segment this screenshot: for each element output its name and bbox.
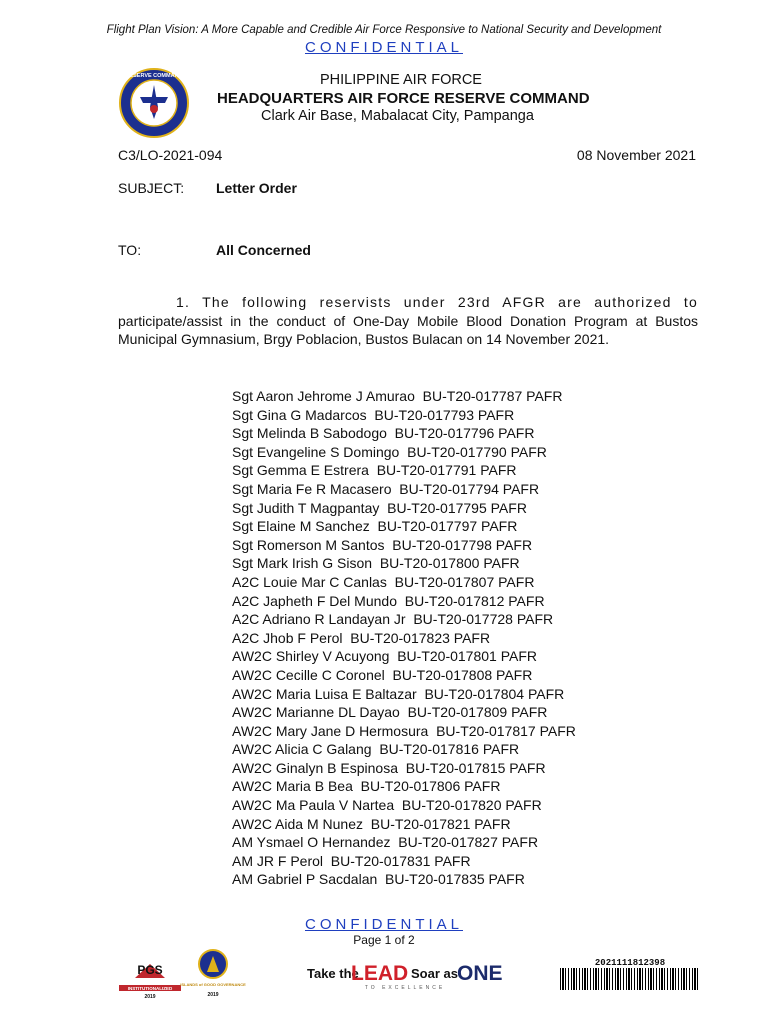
roster-entry: A2C Jhob F Perol BU-T20-017823 PAFR	[232, 629, 491, 646]
paragraph-1-rest: participate/assist in the conduct of One-Day Mobile Blood Donation Program at Bustos Municipal Gymnasium, Brgy Poblacion, Bustos Bulacan on 14 November 2021.	[118, 312, 698, 347]
roster-entry: Sgt Judith T Magpantay BU-T20-017795 PAFR	[232, 499, 527, 516]
slogan-one: ONE	[457, 962, 503, 985]
roster-entry: A2C Japheth F Del Mundo BU-T20-017812 PAFR	[232, 592, 545, 609]
seal-lettering: RESERVE COMMAND	[125, 73, 183, 79]
to-value: All Concerned	[216, 242, 311, 258]
slogan-lead: LEAD	[351, 962, 409, 985]
roster-entry: AW2C Maria B Bea BU-T20-017806 PAFR	[232, 778, 501, 795]
roster-entry: AM Gabriel P Sacdalan BU-T20-017835 PAFR	[232, 871, 525, 888]
command-name: HEADQUARTERS AIR FORCE RESERVE COMMAND	[217, 90, 590, 107]
roster-entry: Sgt Maria Fe R Macasero BU-T20-017794 PAFR	[232, 480, 540, 497]
roster-entry: Sgt Evangeline S Domingo BU-T20-017790 PAFR	[232, 443, 547, 460]
take-the-lead-slogan-icon	[305, 958, 505, 992]
roster-entry: AW2C Ginalyn B Espinosa BU-T20-017815 PAFR	[232, 759, 546, 776]
slogan-soar: Soar as	[411, 966, 458, 981]
roster-entry: AW2C Cecille C Coronel BU-T20-017808 PAFR	[232, 666, 533, 683]
roster-entry: AW2C Alicia C Galang BU-T20-017816 PAFR	[232, 741, 520, 758]
reserve-command-seal-icon	[118, 67, 190, 139]
confidential-marking-bottom: CONFIDENTIAL	[304, 916, 463, 933]
confidential-marking-top: CONFIDENTIAL	[304, 39, 463, 56]
pgs-logo-year: 2019	[144, 994, 156, 1000]
roster-entry: Sgt Elaine M Sanchez BU-T20-017797 PAFR	[232, 518, 518, 535]
letter-date: 08 November 2021	[576, 147, 696, 163]
vision-statement: Flight Plan Vision: A More Capable and Credible Air Force Responsive to National Security and Development	[106, 24, 662, 36]
roster-entry: Sgt Aaron Jehrome J Amurao BU-T20-017787 PAFR	[232, 388, 563, 404]
pgs-logo-subtext: INSTITUTIONALIZED	[127, 986, 173, 991]
roster-entry: AW2C Shirley V Acuyong BU-T20-017801 PAFR	[232, 648, 538, 665]
roster-entry: A2C Adriano R Landayan Jr BU-T20-017728 PAFR	[232, 611, 554, 628]
reservist-roster	[232, 387, 576, 889]
good-governance-year: 2019	[207, 992, 219, 998]
slogan-take: Take the	[307, 966, 359, 981]
slogan-sub: TO EXCELLENCE	[364, 985, 446, 991]
good-governance-logo-icon	[180, 948, 246, 1000]
roster-entry: A2C Louie Mar C Canlas BU-T20-017807 PAFR	[232, 573, 535, 590]
roster-entry: AW2C Marianne DL Dayao BU-T20-017809 PAFR	[232, 704, 548, 721]
reference-number: C3/LO-2021-094	[118, 147, 223, 163]
roster-entry: AW2C Ma Paula V Nartea BU-T20-017820 PAFR	[232, 797, 542, 814]
roster-entry: Sgt Melinda B Sabodogo BU-T20-017796 PAFR	[232, 425, 535, 442]
paragraph-1	[118, 293, 698, 349]
good-governance-text: ISLANDS of GOOD GOVERNANCE	[180, 982, 246, 987]
org-name: PHILIPPINE AIR FORCE	[320, 72, 482, 88]
roster-entry: AW2C Mary Jane D Hermosura BU-T20-017817 PAFR	[232, 722, 576, 739]
barcode-number: 2021111812398	[594, 958, 666, 968]
roster-entry: Sgt Gina G Madarcos BU-T20-017793 PAFR	[232, 406, 515, 423]
roster-entry: Sgt Romerson M Santos BU-T20-017798 PAFR	[232, 536, 533, 553]
roster-entry: Sgt Mark Irish G Sison BU-T20-017800 PAFR	[232, 555, 520, 572]
roster-entry: Sgt Gemma E Estrera BU-T20-017791 PAFR	[232, 462, 517, 479]
subject-label: SUBJECT:	[118, 180, 185, 196]
pgs-logo-icon	[115, 950, 185, 1000]
subject-value: Letter Order	[216, 180, 297, 196]
roster-entry: AM JR F Perol BU-T20-017831 PAFR	[232, 852, 471, 869]
barcode-bars-icon	[560, 968, 700, 990]
command-address: Clark Air Base, Mabalacat City, Pampanga	[261, 108, 534, 124]
page-number: Page 1 of 2	[353, 933, 415, 947]
roster-entry: AW2C Aida M Nunez BU-T20-017821 PAFR	[232, 815, 511, 832]
to-label: TO:	[118, 242, 142, 258]
paragraph-1-lead: 1. The following reservists under 23rd AFGR are authorized to	[176, 294, 698, 310]
pgs-logo-text: PGS	[137, 963, 163, 977]
document-barcode	[560, 958, 700, 990]
roster-entry: AM Ysmael O Hernandez BU-T20-017827 PAFR	[232, 834, 539, 851]
roster-entry: AW2C Maria Luisa E Baltazar BU-T20-017804 PAFR	[232, 685, 565, 702]
